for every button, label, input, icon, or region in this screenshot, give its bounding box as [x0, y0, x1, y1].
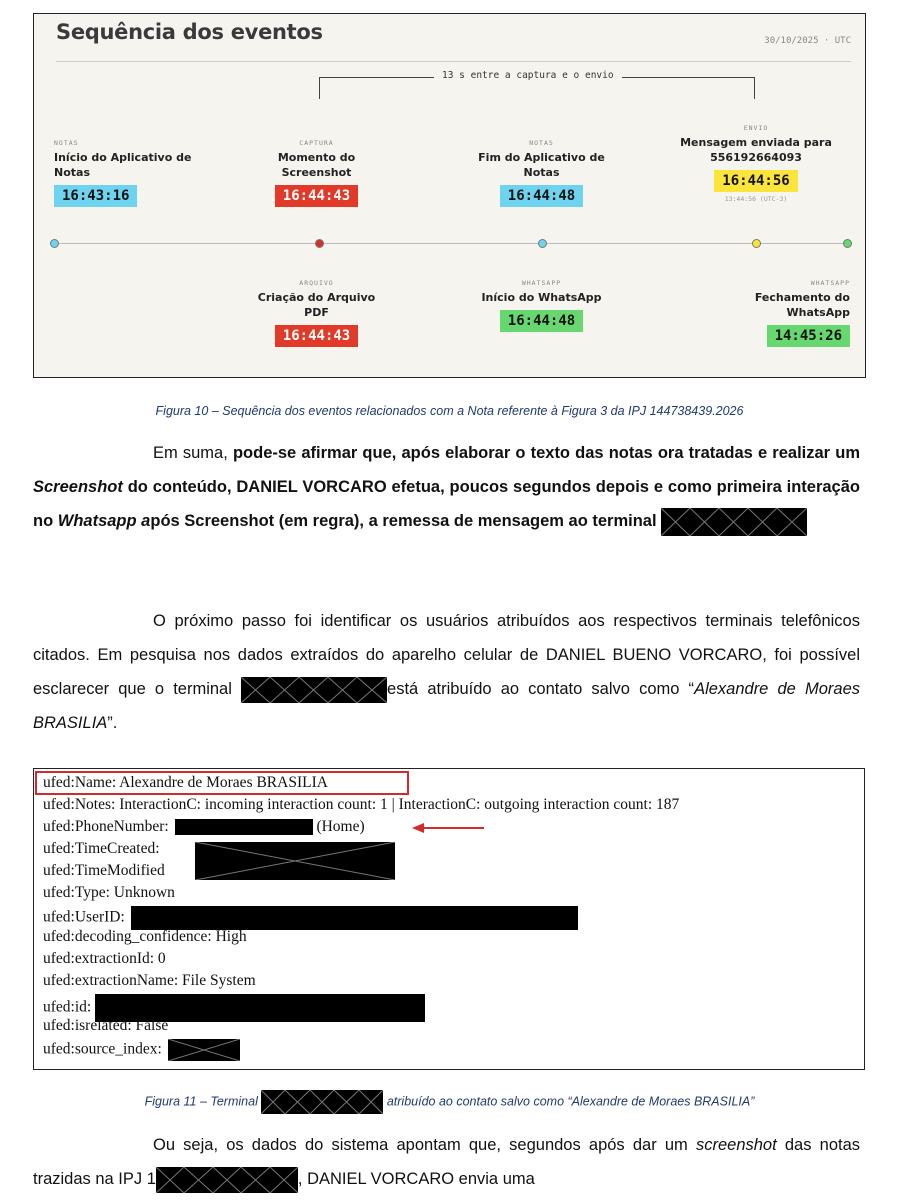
event-whatsapp-close: WHATSAPP Fechamento do WhatsApp 14:45:26	[722, 279, 850, 347]
ufed-line: ufed:isrelated: False	[43, 1017, 169, 1034]
redaction-box	[131, 906, 578, 930]
event-whatsapp-start: WHATSAPP Início do WhatsApp 16:44:48	[469, 279, 614, 332]
time-badge: 16:43:16	[54, 185, 137, 207]
red-arrow-icon	[412, 822, 484, 834]
redaction-box	[168, 1039, 240, 1061]
timeline-dot	[315, 239, 324, 248]
time-badge: 14:45:26	[767, 325, 850, 347]
timeline-dot	[538, 239, 547, 248]
redaction-box	[661, 508, 807, 536]
time-badge: 16:44:48	[500, 185, 583, 207]
redaction-box	[195, 842, 395, 880]
time-badge: 16:44:56	[714, 170, 797, 192]
ufed-line: ufed:UserID:	[43, 906, 578, 930]
interval-label: 13 s entre a captura e o envio	[434, 70, 622, 81]
paragraph-1: Em suma, pode-se afirmar que, após elaborar o texto das notas ora tratadas e realizar um Screenshot do conteúdo, DANIEL VORCARO efetua, poucos segundos depois e como primeira interação no Whatsapp após Screenshot (em regra), a remessa de mensagem ao terminal	[33, 436, 860, 538]
figure-11-ufed-record	[33, 768, 865, 1070]
timeline-axis	[54, 243, 849, 244]
time-badge: 16:44:43	[275, 185, 358, 207]
event-notes-start: NOTAS Início do Aplicativo de Notas 16:43:16	[54, 139, 194, 207]
timeline-dot	[50, 239, 59, 248]
ufed-line: ufed:Name: Alexandre de Moraes BRASILIA	[43, 774, 328, 791]
ufed-line: ufed:PhoneNumber: (Home)	[43, 818, 365, 835]
ufed-line: ufed:source_index:	[43, 1039, 240, 1061]
divider	[56, 61, 851, 62]
event-pdf-creation: ARQUIVO Criação do Arquivo PDF 16:44:43	[249, 279, 384, 347]
ufed-line: ufed:id:	[43, 994, 425, 1022]
ufed-line: ufed:decoding_confidence: High	[43, 928, 247, 945]
ufed-line: ufed:extractionName: File System	[43, 972, 256, 989]
event-screenshot: CAPTURA Momento do Screenshot 16:44:43	[249, 139, 384, 207]
ufed-line: ufed:Notes: InteractionC: incoming interaction count: 1 | InteractionC: outgoing interaction count: 187	[43, 796, 680, 813]
ufed-line: ufed:Type: Unknown	[43, 884, 175, 901]
redaction-box	[156, 1167, 298, 1193]
figure-11-caption: Figura 11 – Terminal atribuído ao contato salvo como “Alexandre de Moraes BRASILIA”	[33, 1090, 866, 1114]
time-badge: 16:44:43	[275, 325, 358, 347]
figure-10-timeline	[33, 13, 866, 378]
figure-10-caption: Figura 10 – Sequência dos eventos relacionados com a Nota referente à Figura 3 da IPJ 144738439.2026	[155, 404, 744, 418]
ufed-line: ufed:TimeCreated:	[43, 840, 160, 857]
paragraph-3: Ou seja, os dados do sistema apontam que, segundos após dar um screenshot das notas trazidas na IPJ 1 , DANIEL VORCARO envia uma	[33, 1128, 860, 1196]
event-message-sent: ENVIO Mensagem enviada para 556192664093 16:44:56 13:44:56 (UTC-3)	[680, 124, 832, 203]
timeline-date: 30/10/2025 · UTC	[764, 36, 851, 46]
timeline-dot	[752, 239, 761, 248]
paragraph-2: O próximo passo foi identificar os usuários atribuídos aos respectivos terminais telefônicos citados. Em pesquisa nos dados extraídos do aparelho celular de DANIEL BUENO VORCARO, foi possível esclarecer que o terminal está atribuído ao contato salvo como “Alexandre de Moraes BRASILIA”.	[33, 612, 860, 732]
timeline-dot	[843, 239, 852, 248]
redaction-box	[241, 677, 387, 703]
ufed-line: ufed:extractionId: 0	[43, 950, 166, 967]
timeline-title: Sequência dos eventos	[56, 20, 323, 44]
redaction-box	[175, 819, 313, 835]
ufed-line: ufed:TimeModified	[43, 862, 165, 879]
event-notes-end: NOTAS Fim do Aplicativo de Notas 16:44:48	[469, 139, 614, 207]
redaction-box	[261, 1090, 383, 1114]
time-badge: 16:44:48	[500, 310, 583, 332]
